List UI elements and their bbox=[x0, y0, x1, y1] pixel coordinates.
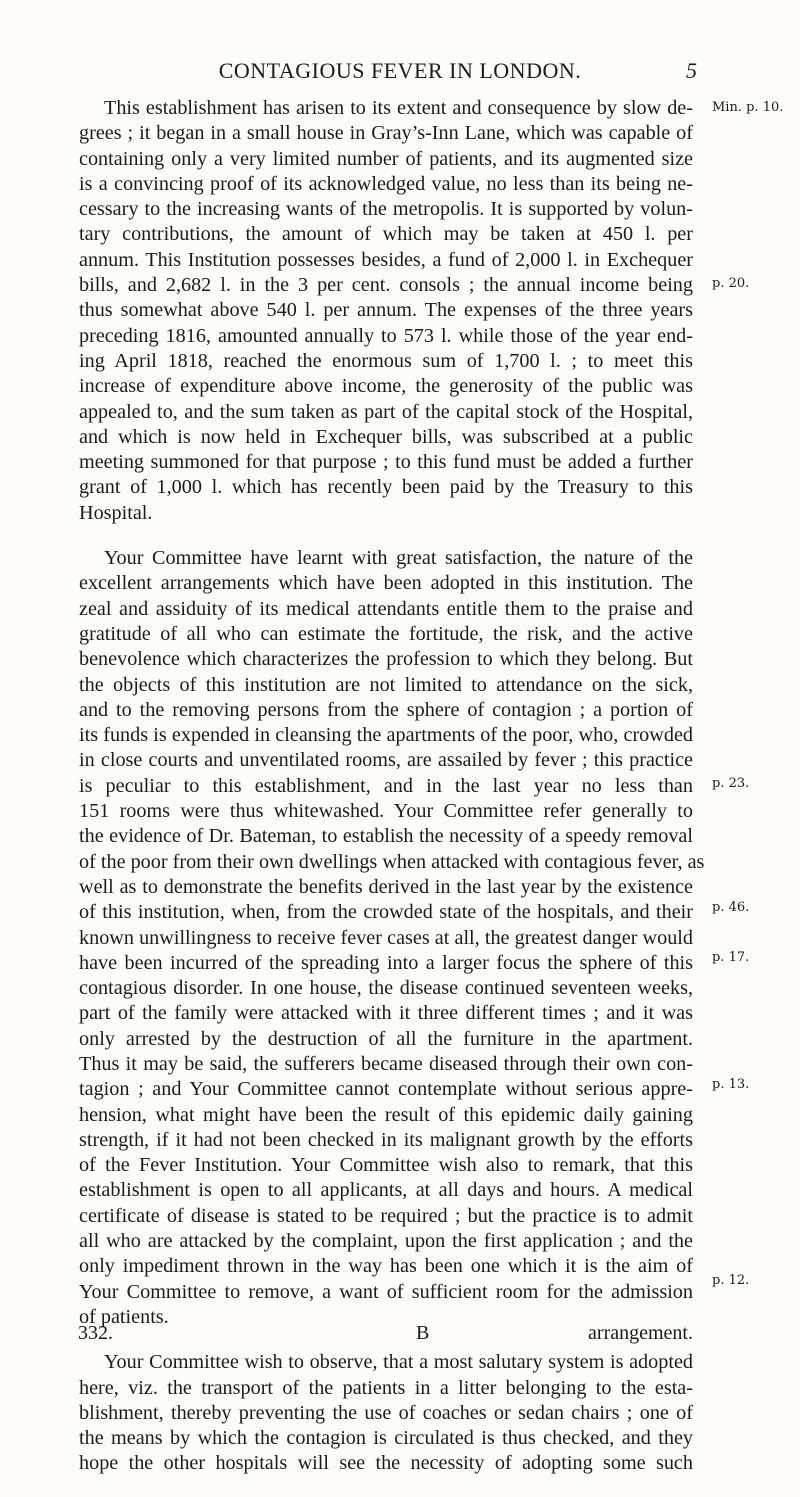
text-line: certificate of disease is stated to be required ; but the practice is to admit bbox=[79, 1204, 693, 1227]
text-line: of the poor from their own dwellings when attacked with contagious fever, as bbox=[79, 850, 705, 873]
text-line: ing April 1818, reached the enormous sum of 1,700 l. ; to meet this bbox=[79, 349, 693, 372]
text-line: hope the other hospitals will see the necessity of adopting some such bbox=[79, 1452, 693, 1475]
page-number: 5 bbox=[686, 58, 697, 83]
text-line: of patients. bbox=[79, 1305, 169, 1328]
text-line: This establishment has arisen to its extent and consequence by slow de- bbox=[104, 97, 693, 119]
margin-note: p. 13. bbox=[712, 1077, 750, 1092]
text-line: excellent arrangements which have been adopted in this institution. The bbox=[79, 572, 693, 595]
running-head: CONTAGIOUS FEVER IN LONDON. bbox=[218, 58, 582, 83]
text-line: known unwillingness to receive fever cases at all, the greatest danger would bbox=[79, 926, 693, 949]
margin-note: p. 46. bbox=[712, 900, 750, 915]
text-line: grant of 1,000 l. which has recently been paid by the Treasury to this bbox=[79, 476, 693, 499]
text-line: 151 rooms were thus whitewashed. Your Committee refer generally to bbox=[79, 800, 693, 823]
text-line: is a convincing proof of its acknowledged value, no less than its being ne- bbox=[79, 172, 693, 195]
text-line: containing only a very limited number of patients, and its augmented size bbox=[79, 147, 693, 170]
text-line: its funds is expended in cleansing the apartments of the poor, who, crowded bbox=[79, 724, 693, 747]
text-line: the means by which the contagion is circulated is thus checked, and they bbox=[79, 1427, 693, 1450]
text-line: benevolence which characterizes the profession to which they belong. But bbox=[79, 648, 693, 671]
text-line: tary contributions, the amount of which may be taken at 450 l. per bbox=[79, 223, 693, 246]
page-footer bbox=[54, 1322, 693, 1348]
text-line: Your Committee wish to observe, that a most salutary system is adopted bbox=[104, 1351, 693, 1374]
paragraph-institution-funding bbox=[54, 96, 693, 526]
text-line: and to the removing persons from the sphere of contagion ; a portion of bbox=[79, 698, 693, 721]
text-line: only impediment thrown in the way has been one which it is the aim of bbox=[79, 1255, 693, 1278]
text-line: appealed to, and the sum taken as part of the capital stock of the Hospital, bbox=[79, 400, 693, 423]
signature-mark: 332. bbox=[78, 1322, 113, 1344]
text-line: increase of expenditure above income, the generosity of the public was bbox=[79, 375, 693, 398]
text-line: and which is now held in Exchequer bills, was subscribed at a public bbox=[79, 425, 693, 448]
margin-note: p. 20. bbox=[712, 276, 750, 291]
text-line: all who are attacked by the complaint, upon the first application ; and the bbox=[79, 1230, 693, 1253]
text-line: zeal and assiduity of its medical attendants entitle them to the praise and bbox=[79, 597, 693, 620]
margin-note: p. 17. bbox=[712, 950, 750, 965]
text-line: preceding 1816, amounted annually to 573 l. while those of the year end- bbox=[79, 324, 693, 347]
body-text bbox=[54, 96, 705, 1497]
text-line: meeting summoned for that purpose ; to this fund must be added a further bbox=[79, 451, 693, 474]
catchword: arrangement. bbox=[588, 1322, 693, 1344]
paragraph-committee-findings bbox=[54, 546, 705, 1330]
text-line: grees ; it began in a small house in Gray’s-Inn Lane, which was capable of bbox=[79, 122, 693, 145]
text-line: Hospital. bbox=[79, 501, 153, 524]
text-line: bills, and 2,682 l. in the 3 per cent. consols ; the annual income being bbox=[79, 274, 693, 297]
text-line: of the Fever Institution. Your Committee wish also to remark, that this bbox=[79, 1154, 693, 1177]
text-line: hension, what might have been the result of this epidemic daily gaining bbox=[79, 1103, 693, 1126]
text-line: cessary to the increasing wants of the metropolis. It is supported by volun- bbox=[79, 198, 693, 221]
margin-note: p. 12. bbox=[712, 1273, 750, 1288]
text-line: in close courts and unventilated rooms, are assailed by fever ; this practice bbox=[79, 749, 693, 772]
text-line: is peculiar to this establishment, and in the last year no less than bbox=[79, 774, 693, 797]
gathering-letter: B bbox=[416, 1322, 430, 1344]
text-line: strength, if it had not been checked in its malignant growth by the efforts bbox=[79, 1128, 693, 1151]
page-header bbox=[0, 58, 800, 88]
text-line: of this institution, when, from the crowded state of the hospitals, and their bbox=[79, 901, 693, 924]
paragraph-litter-transport bbox=[54, 1350, 693, 1476]
text-line: well as to demonstrate the benefits derived in the last year by the existence bbox=[79, 875, 693, 898]
text-line: have been incurred of the spreading into a larger focus the sphere of this bbox=[79, 951, 693, 974]
margin-note: Min. p. 10. bbox=[712, 100, 784, 115]
text-line: only arrested by the destruction of all the furniture in the apartment. bbox=[79, 1027, 693, 1050]
text-line: blishment, thereby preventing the use of coaches or sedan chairs ; one of bbox=[79, 1401, 693, 1424]
text-line: annum. This Institution possesses besides, a fund of 2,000 l. in Exchequer bbox=[79, 248, 693, 271]
text-line: thus somewhat above 540 l. per annum. The expenses of the three years bbox=[79, 299, 693, 322]
text-line: part of the family were attacked with it three different times ; and it was bbox=[79, 1002, 693, 1025]
text-line: Your Committee have learnt with great satisfaction, the nature of the bbox=[104, 547, 693, 570]
text-line: the evidence of Dr. Bateman, to establish the necessity of a speedy removal bbox=[79, 825, 693, 848]
margin-note: p. 23. bbox=[712, 776, 750, 791]
text-line: Thus it may be said, the sufferers became diseased through their own con- bbox=[79, 1052, 693, 1075]
text-line: establishment is open to all applicants, at all days and hours. A medical bbox=[79, 1179, 693, 1202]
text-line: Your Committee to remove, a want of sufficient room for the admission bbox=[79, 1280, 693, 1303]
text-line: here, viz. the transport of the patients in a litter belonging to the esta- bbox=[79, 1376, 693, 1399]
text-line: tagion ; and Your Committee cannot contemplate without serious appre- bbox=[79, 1078, 693, 1101]
text-line: gratitude of all who can estimate the fortitude, the risk, and the active bbox=[79, 622, 693, 645]
text-line: contagious disorder. In one house, the disease continued seventeen weeks, bbox=[79, 977, 693, 1000]
text-line: the objects of this institution are not limited to attendance on the sick, bbox=[79, 673, 693, 696]
